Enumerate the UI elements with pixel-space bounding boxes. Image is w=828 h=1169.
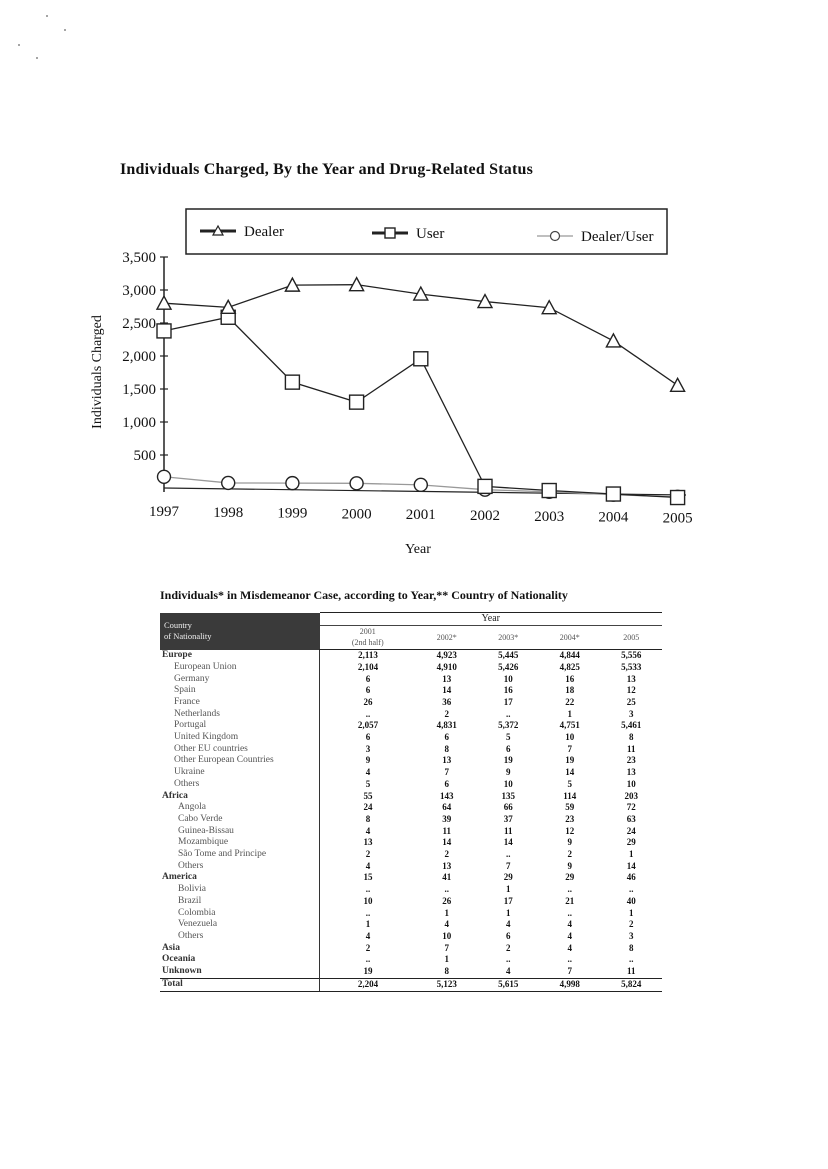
table-cell: 8 [628,942,634,953]
table-cell: .. [628,884,634,895]
row-label: Portugal [160,720,320,732]
table-cell: .. [567,954,572,965]
row-label: Asia [160,943,320,955]
table-cell: 25 [626,696,636,707]
table-cell: 26 [363,696,373,707]
point-square [414,352,428,366]
table-cell: 5 [365,778,371,789]
table-row [160,966,662,978]
table-cell: 17 [503,696,513,707]
x-tick-label: 2003 [534,508,565,525]
table-cell: 9 [567,860,572,871]
table-row [160,837,662,849]
table-cell: 24 [363,802,373,813]
column-header [600,625,662,649]
table-cell: 5,824 [600,978,662,991]
table-row [160,650,662,662]
table-cell: .. [365,954,371,965]
column-header [539,625,601,649]
row-label: Brazil [160,896,320,908]
table-row [160,685,662,697]
table-cell: 114 [563,790,577,801]
table-cell: 19 [565,755,575,766]
header-country-line2: of Nationality [164,631,212,642]
table-cell: 1 [628,849,634,860]
table-cell: 18 [565,685,575,696]
table-cell: 10 [503,673,513,684]
table-row [160,802,662,814]
point-square [350,395,364,409]
row-label: European Union [160,662,320,674]
series-dealer-user [158,470,685,503]
table-row [160,908,662,920]
table-cell: 14 [626,860,636,871]
table-cell: 2 [444,708,449,719]
table-cell: 17 [503,895,513,906]
table-cell: 41 [442,872,452,883]
table-row [160,697,662,709]
table-cell: 4 [567,942,572,953]
column-header [320,625,416,649]
row-label: Cabo Verde [160,814,320,826]
legend-label: Dealer/User [581,229,654,245]
table-cell: 15 [363,872,373,883]
table-cell: 1 [505,907,511,918]
table-cell: 16 [565,673,575,684]
x-tick-label: 1999 [277,505,308,522]
row-label: Others [160,861,320,873]
table-cell: 10 [565,732,575,743]
row-label: Total [160,978,320,991]
table-cell: 66 [503,802,513,813]
row-label: Africa [160,791,320,803]
table-cell: 5 [567,778,572,789]
table-cell: 135 [501,790,515,801]
row-label: Bolivia [160,884,320,896]
table-cell: 3 [628,930,634,941]
table-cell: 37 [503,813,513,824]
table-cell: 14 [565,767,575,778]
table-cell: 4,751 [559,720,580,731]
table-row [160,919,662,931]
table-cell: 29 [503,872,513,883]
header-country-line1: Country [164,620,192,631]
x-tick-label: 1997 [149,504,179,520]
table-cell: .. [505,708,511,719]
x-tick-label: 2005 [662,510,693,527]
row-label: Others [160,931,320,943]
row-label: Oceania [160,954,320,966]
table-row [160,872,662,884]
table-cell: 2,104 [357,661,379,672]
table-row [160,861,662,873]
data-table-container [160,612,662,992]
table-cell: 4 [365,825,371,836]
table-cell: 5,123 [416,978,478,991]
row-label: Other European Countries [160,755,320,767]
table-cell: 23 [565,813,575,824]
point-circle [414,478,427,491]
row-label: Germany [160,674,320,686]
table-cell: 40 [626,895,636,906]
table-cell: 7 [444,942,449,953]
x-tick-label: 2001 [405,507,436,524]
table-cell: 9 [365,755,371,766]
row-label: Netherlands [160,709,320,721]
point-square [542,484,556,498]
table-cell: 4 [567,930,572,941]
table-cell: 7 [567,743,572,754]
table-cell: 59 [565,802,575,813]
x-tick-label: 2002 [470,508,500,524]
table-cell: 26 [442,895,452,906]
table-cell: 72 [626,802,636,813]
table-cell: 1 [505,884,511,895]
table-row [160,896,662,908]
header-year: Year [320,613,663,626]
table-cell: 6 [365,685,371,696]
table-cell: 14 [442,685,452,696]
table-cell: .. [505,849,511,860]
table-cell: 5,445 [498,650,519,661]
row-label: Venezuela [160,919,320,931]
x-tick-label: 2004 [598,509,629,526]
x-tick-label: 2000 [341,506,372,523]
y-tick-label: 3,000 [122,283,156,299]
table-cell: 10 [363,895,373,906]
series-line [164,317,678,497]
y-ticks [122,250,168,464]
table-cell: 5,461 [621,720,642,731]
table-cell: 3 [628,708,634,719]
table-cell: 2 [505,942,511,953]
column-header [416,625,478,649]
point-circle [158,470,171,483]
y-axis-label: Individuals Charged [90,315,105,429]
table-cell: 5 [505,732,511,743]
table-cell: 4,910 [436,661,457,672]
table-row [160,674,662,686]
x-tick-label: 1998 [213,504,244,521]
table-cell: 9 [505,767,511,778]
table-cell: 6 [444,732,449,743]
table-cell: .. [365,884,371,895]
series-layer [157,278,685,505]
table-cell: 6 [365,673,371,684]
table-row [160,943,662,955]
table-cell: 8 [444,743,449,754]
table-cell: 2,057 [357,720,379,731]
row-label: Mozambique [160,837,320,849]
column-header-label: 2001 [359,626,376,636]
table-cell: 21 [565,895,575,906]
table-cell: 4,923 [436,650,457,661]
row-label: São Tome and Principe [160,849,320,861]
y-tick-label: 3,500 [122,250,156,266]
row-label: France [160,697,320,709]
point-triangle [671,378,685,391]
table-cell: 63 [626,813,636,824]
table-cell: 11 [503,825,513,836]
row-label: Unknown [160,966,320,978]
line-chart [0,0,828,570]
table-cell: 5,426 [498,661,519,672]
table-cell: .. [365,907,371,918]
legend-label: Dealer [244,224,284,240]
table-row [160,720,662,732]
table-cell: 1 [444,907,449,918]
table-cell: .. [567,884,572,895]
point-square [671,491,685,505]
column-header-label: 2004* [559,632,580,642]
column-header [477,625,539,649]
table-cell: 10 [442,930,452,941]
table-cell: 9 [567,837,572,848]
table-row [160,849,662,861]
table-row [160,814,662,826]
x-ticks [149,504,693,526]
table-cell: 203 [624,790,638,801]
point-square [285,375,299,389]
point-square [606,487,620,501]
table-cell: 11 [626,966,636,977]
y-tick-label: 1,500 [122,382,156,398]
legend-item [372,226,444,242]
table-cell: 10 [503,778,513,789]
column-header-label: 2005 [623,632,640,642]
table-cell: 7 [567,966,572,977]
table-cell: 23 [626,755,636,766]
table-row [160,755,662,767]
table-cell: 13 [442,860,452,871]
table-cell: 12 [565,825,575,836]
table-cell: 4,831 [436,720,457,731]
legend-item [537,229,653,245]
table-cell: 8 [628,732,634,743]
table-cell: 5,556 [621,650,642,661]
series-dealer [157,278,685,392]
series-user [157,310,685,504]
table-cell: 2 [628,919,634,930]
table-cell: 39 [442,813,452,824]
table-cell: 4 [567,919,572,930]
table-cell: 2,113 [358,650,378,661]
table-cell: 11 [626,743,636,754]
row-label: America [160,872,320,884]
table-cell: 1 [567,708,572,719]
table-cell: 7 [505,860,511,871]
table-cell: 4 [505,966,511,977]
table-cell: 143 [439,790,454,801]
point-triangle [157,296,171,309]
point-circle [350,477,363,490]
y-tick-label: 2,000 [122,349,156,365]
row-label: Angola [160,802,320,814]
table-cell: 6 [505,743,511,754]
table-title: Individuals* in Misdemeanor Case, according to Year,** Country of Nationality [160,588,568,602]
table-row [160,779,662,791]
table-row-total [160,978,662,991]
row-label: Guinea-Bissau [160,826,320,838]
table-cell: 4 [365,860,371,871]
table-cell: 14 [503,837,513,848]
header-country [160,613,320,650]
data-table [160,612,662,992]
table-body [160,650,662,991]
point-circle [222,476,235,489]
table-cell: 36 [442,696,452,707]
column-header-note: (2nd half) [351,638,384,648]
legend-label: User [416,226,445,242]
table-cell: 4 [505,919,511,930]
legend-marker-circle [551,232,560,241]
table-cell: 24 [626,825,636,836]
table-cell: 4 [444,919,449,930]
table-cell: 5,372 [498,720,519,731]
table-row [160,954,662,966]
legend-marker-square [385,228,395,238]
table-row [160,662,662,674]
table-row [160,767,662,779]
table-cell: 5,533 [621,661,642,672]
point-circle [286,477,299,490]
table-cell: 4 [365,767,371,778]
table-row [160,744,662,756]
column-header-label: 2002* [436,632,457,642]
table-cell: 29 [626,837,636,848]
table-cell: 46 [626,872,636,883]
table-cell: 3 [365,743,371,754]
table-cell: 14 [442,837,452,848]
table-cell: 12 [626,685,636,696]
table-cell: 1 [628,907,634,918]
table-cell: 55 [363,790,373,801]
table-cell: 8 [444,966,449,977]
table-cell: 29 [565,872,575,883]
chart-title: Individuals Charged, By the Year and Drug-Related Status [120,161,534,178]
table-cell: 13 [626,767,636,778]
row-label: Others [160,779,320,791]
table-row [160,826,662,838]
table-cell: 4,844 [559,650,580,661]
table-row [160,709,662,721]
point-triangle [606,334,620,347]
table-cell: .. [567,907,572,918]
table-cell: 4,825 [559,661,580,672]
table-cell: 7 [444,767,449,778]
table-cell: 13 [442,755,452,766]
table-cell: 22 [565,696,575,707]
point-square [478,479,492,493]
table-cell: 19 [363,966,373,977]
table-row [160,791,662,803]
table-cell: 2 [365,849,371,860]
legend-item [200,224,284,240]
row-label: Other EU countries [160,744,320,756]
y-tick-label: 1,000 [122,415,156,431]
table-cell: 64 [442,802,452,813]
table-cell: 19 [503,755,513,766]
table-cell: .. [444,884,449,895]
column-header-label: 2003* [498,632,519,642]
y-tick-label: 500 [133,448,156,464]
table-cell: 13 [442,673,452,684]
table-cell: .. [505,954,511,965]
table-cell: 6 [365,732,371,743]
table-cell: .. [628,954,634,965]
table-cell: 13 [626,673,636,684]
table-cell: 2 [567,849,572,860]
row-label: Colombia [160,908,320,920]
table-cell: 8 [365,813,371,824]
table-cell: 6 [505,930,511,941]
row-label: Ukraine [160,767,320,779]
table-cell: 2,204 [320,978,416,991]
x-axis-label: Year [405,542,431,557]
table-cell: 2 [444,849,449,860]
table-cell: 10 [626,778,636,789]
table-cell: 1 [444,954,449,965]
table-cell: 4,998 [539,978,601,991]
table-cell: 2 [365,942,371,953]
table-cell: 16 [503,685,513,696]
table-cell: 11 [442,825,451,836]
y-tick-label: 2,500 [122,316,156,332]
table-cell: 4 [365,930,371,941]
table-cell: 1 [365,919,371,930]
table-cell: .. [365,708,371,719]
table-row [160,884,662,896]
table-cell: 5,615 [477,978,539,991]
table-cell: 6 [444,778,449,789]
row-label: Spain [160,685,320,697]
table-row [160,931,662,943]
legend-items [200,224,653,245]
table-row [160,732,662,744]
row-label: Europe [160,650,320,662]
row-label: United Kingdom [160,732,320,744]
point-square [157,324,171,338]
table-cell: 13 [363,837,373,848]
